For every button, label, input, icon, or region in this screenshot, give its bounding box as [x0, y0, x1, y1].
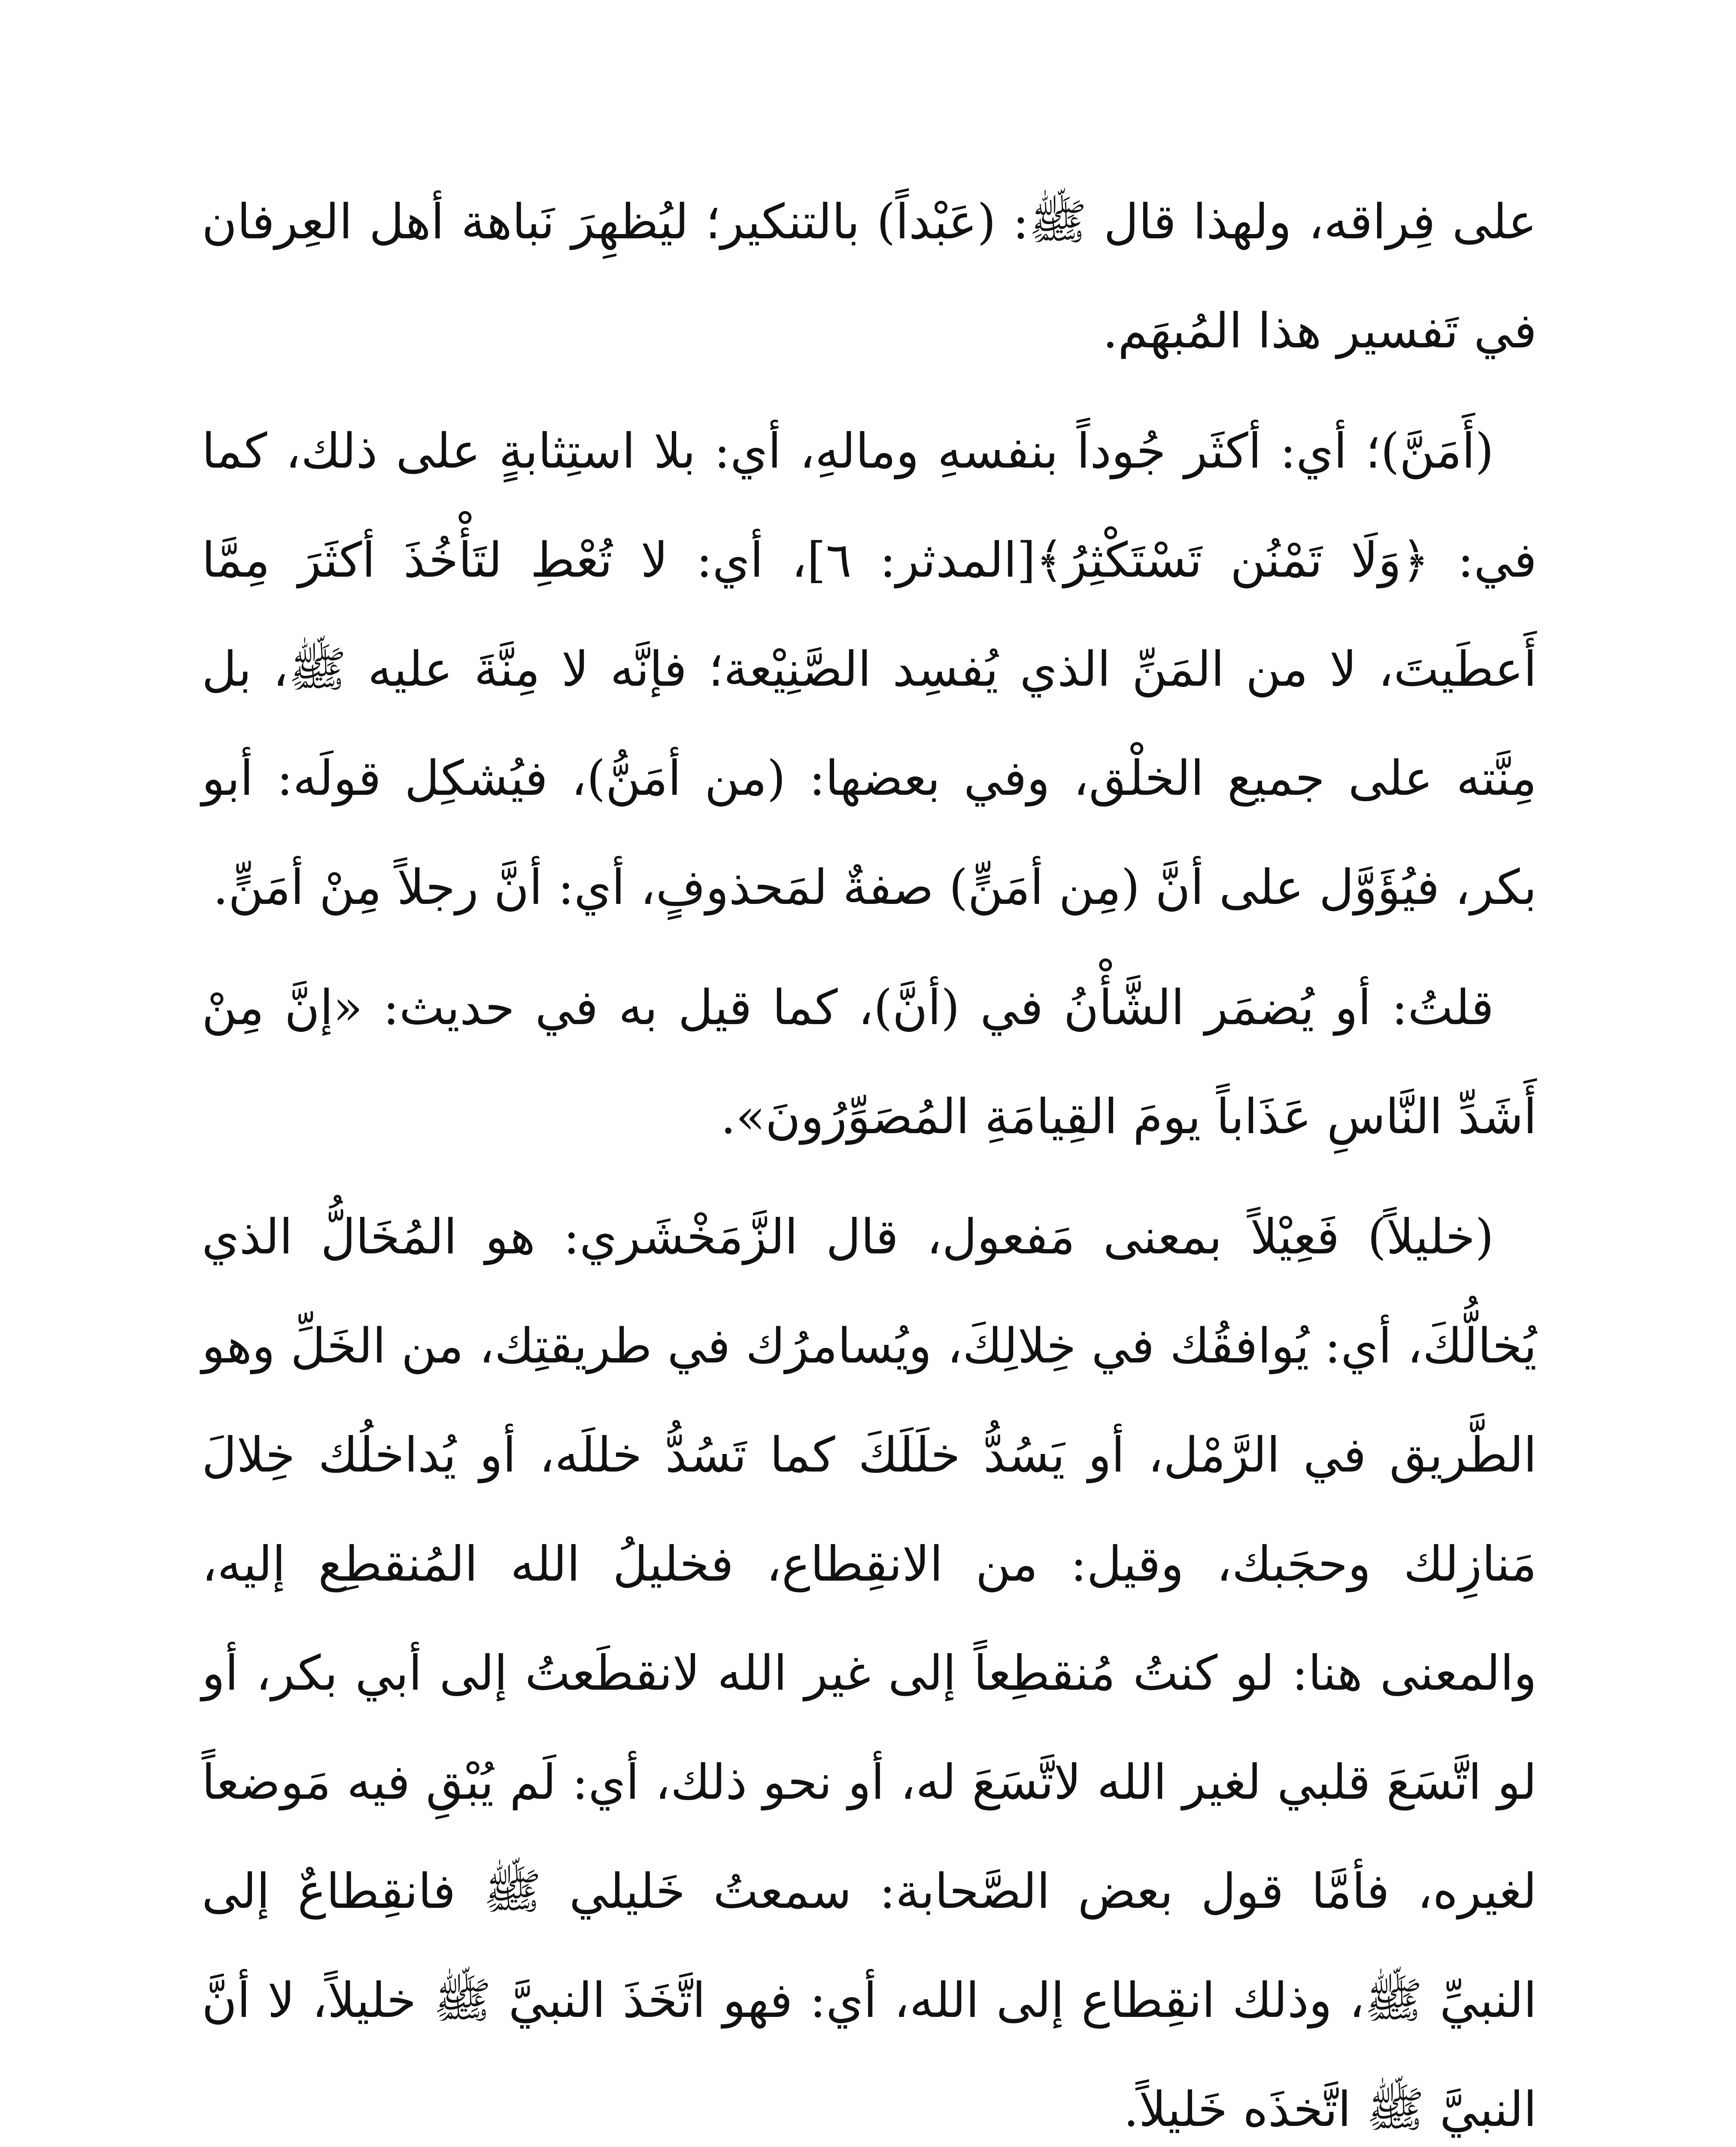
paragraph-qultu: قلتُ: أو يُضمَر الشَّأْنُ في (أنَّ)، كما قيل به في حديث: «إنَّ مِنْ أَشَدِّ النَّاسِ عَذَاباً يومَ القِيامَةِ المُصَوِّرُونَ». [202, 980, 1537, 1145]
paragraph-continuation: على فِراقه، ولهذا قال ﷺ: (عَبْداً) بالتنكير؛ ليُظهِرَ نَباهة أهل العِرفان في تَفسير هذا المُبهَم. [202, 194, 1537, 359]
paragraph-aman: (أَمَنَّ)؛ أي: أكثَر جُوداً بنفسهِ ومالهِ، أي: بلا استِثابةٍ على ذلك، كما في: ﴿وَلَا تَمْنُن تَسْتَكْثِرُ﴾[المدثر: ٦]، أي: لا تُعْطِ لتَأْخُذَ أكثَرَ مِمَّا أَعطَيتَ، لا من المَنِّ الذي يُفسِد الصَّنِيْعة؛ فإنَّه لا مِنَّةَ عليه ﷺ، بل مِنَّته على جميع الخلْق، وفي بعضها: (من أمَنُّ)، فيُشكِل قولَه: أبو بكر، فيُؤَوَّل على أنَّ (مِن أمَنٍّ) صفةٌ لمَحذوفٍ، أي: أنَّ رجلاً مِنْ أمَنٍّ. [202, 423, 1537, 915]
body-text [202, 167, 1537, 2147]
paragraph-khalil: (خليلاً) فَعِيْلاً بمعنى مَفعول، قال الزَّمَخْشَري: هو المُخَالُّ الذي يُخالُّكَ، أي: يُوافقُك في خِلالِكَ، ويُسامرُك في طريقتِك، من الخَلِّ وهو الطَّريق في الرَّمْل، أو يَسُدُّ خلَلَكَ كما تَسُدُّ خللَه، أو يُداخلُك خِلالَ مَنازِلك وحجَبك، وقيل: من الانقِطاع، فخليلُ الله المُنقطِع إليه، والمعنى هنا: لو كنتُ مُنقطِعاً إلى غير الله لانقطَعتُ إلى أبي بكر، أو لو اتَّسَعَ قلبي لغير الله لاتَّسَعَ له، أو نحو ذلك، أي: لَم يُبْقِ فيه مَوضعاً لغيره، فأمَّا قول بعض الصَّحابة: سمعتُ خَليلي ﷺ فانقِطاعٌ إلى النبيِّ ﷺ، وذلك انقِطاع إلى الله، أي: فهو اتَّخَذَ النبيَّ ﷺ خليلاً، لا أنَّ النبيَّ ﷺ اتَّخذَه خَليلاً. [202, 1209, 1537, 2138]
